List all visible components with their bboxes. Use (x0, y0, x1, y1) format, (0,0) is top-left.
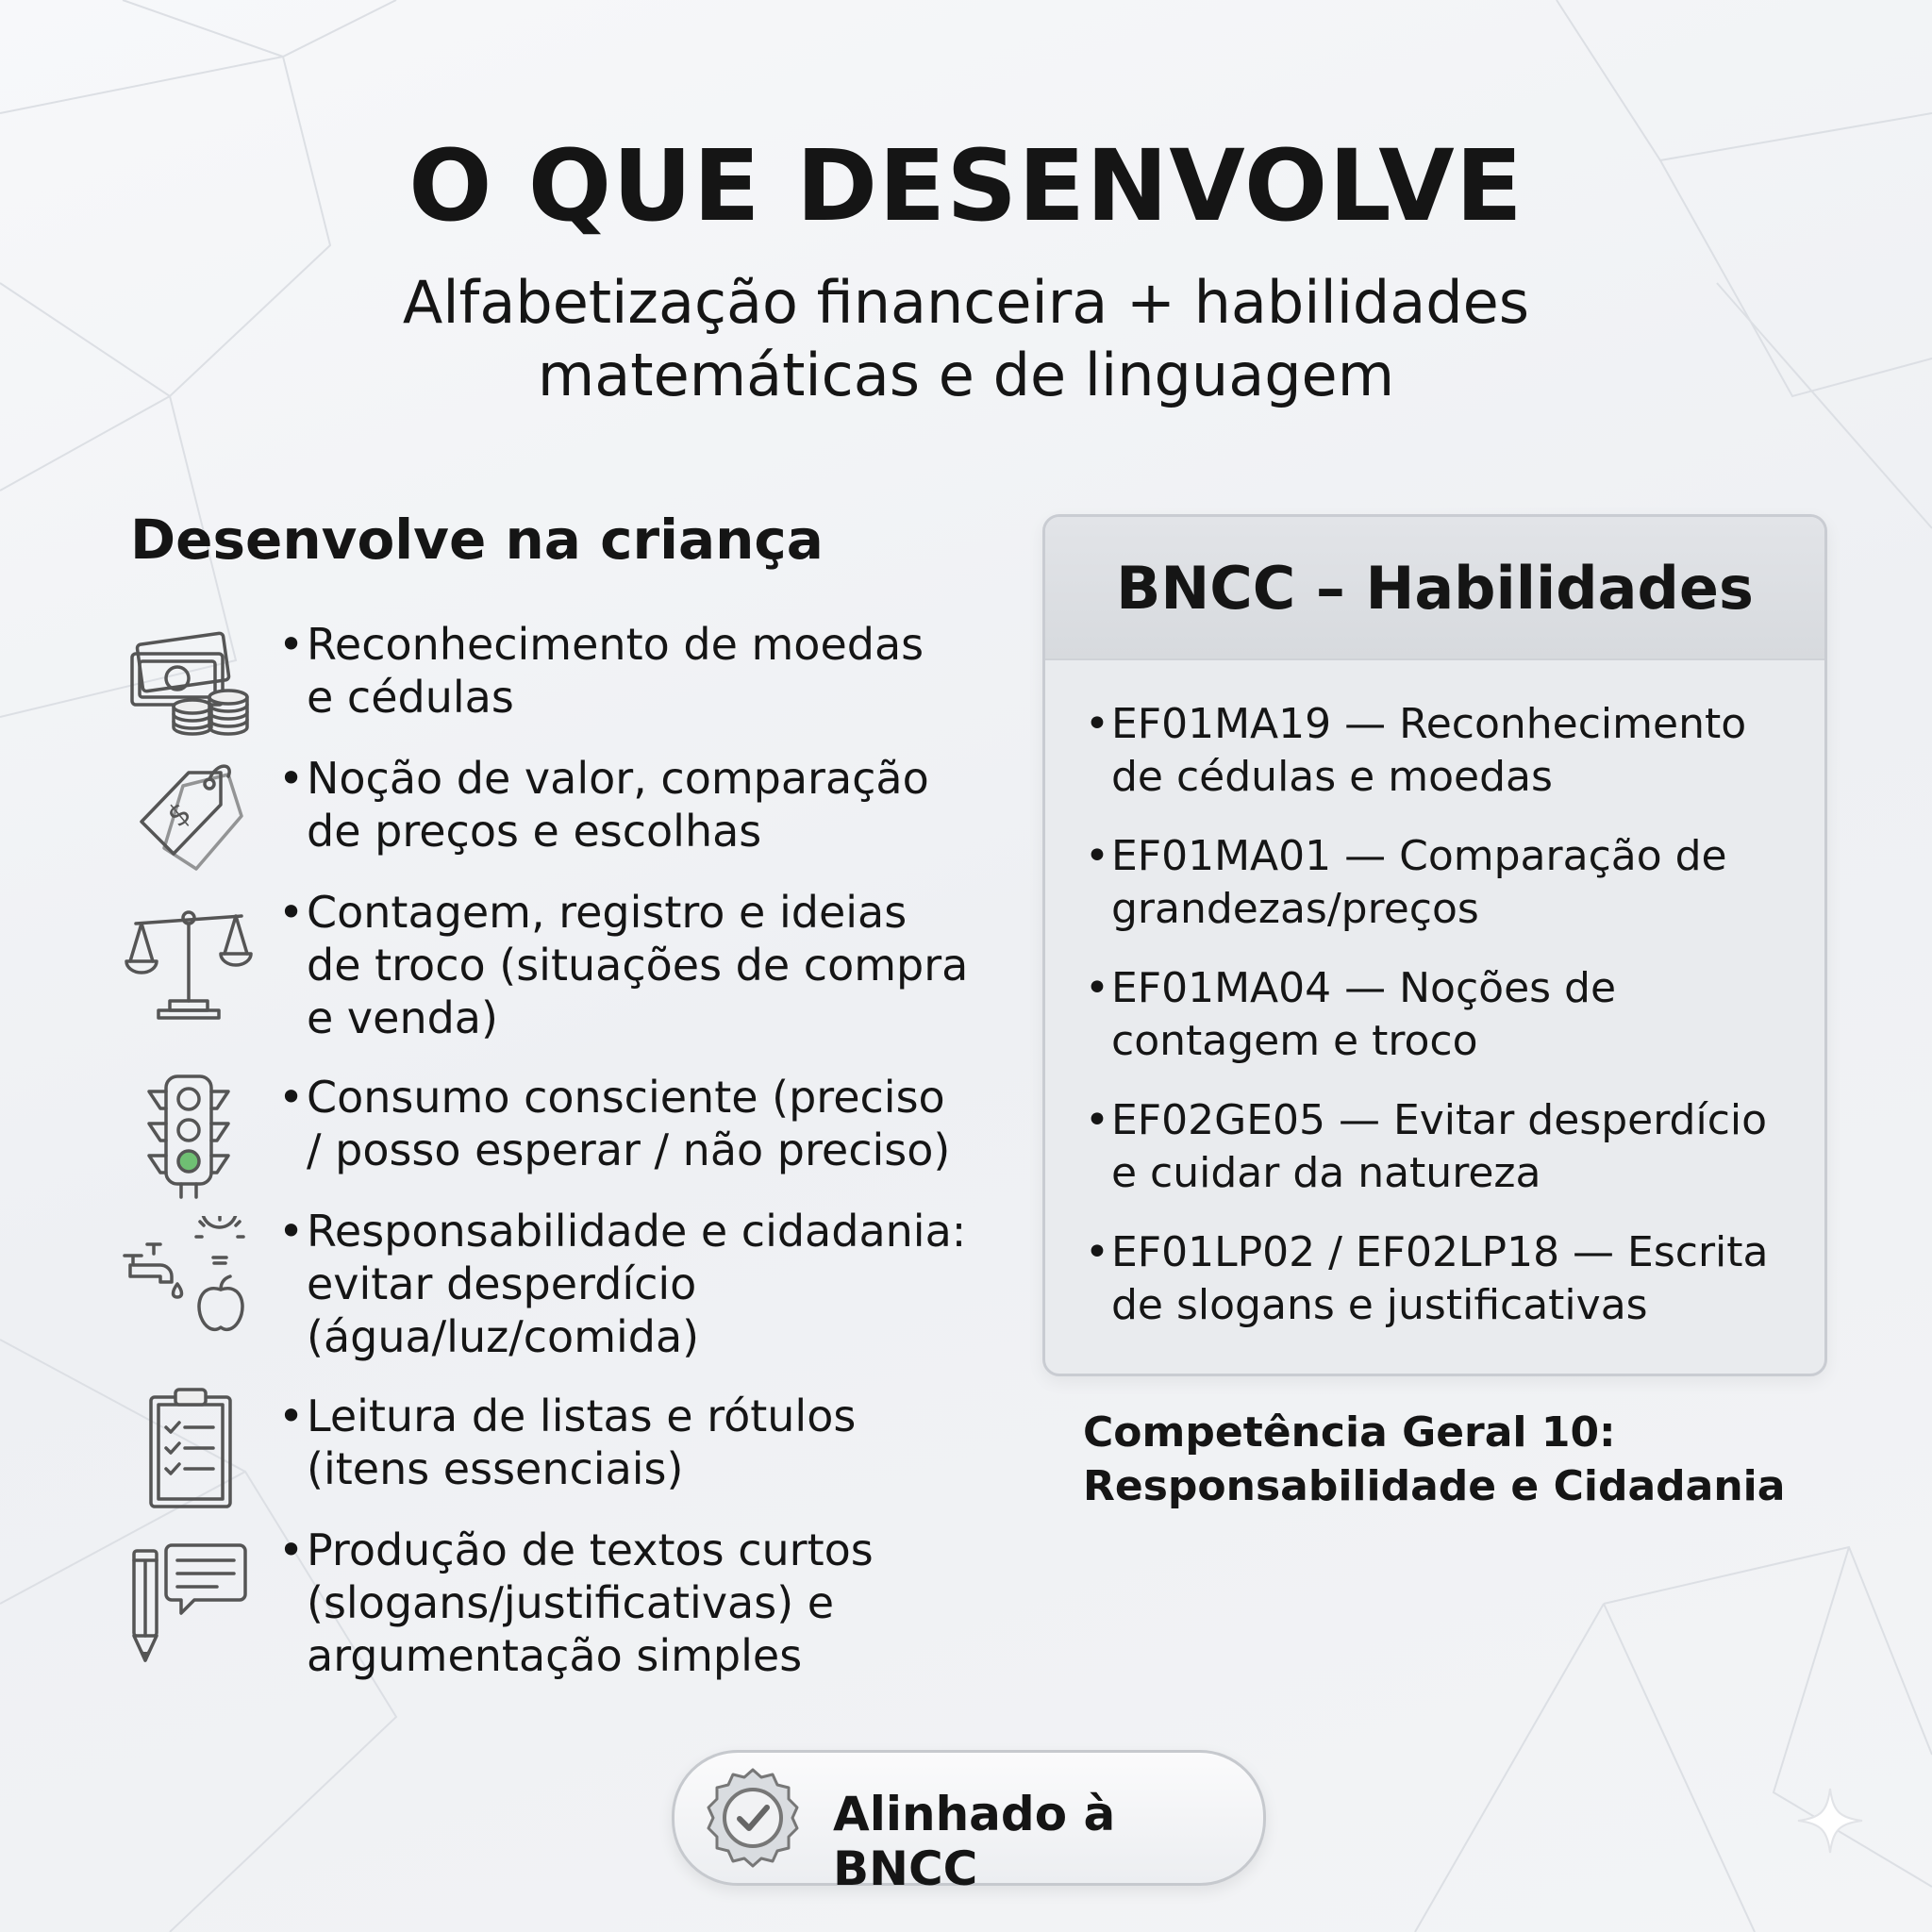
checklist-icon (123, 1382, 255, 1514)
page-subtitle (0, 266, 1932, 411)
page-title: O QUE DESENVOLVE (408, 128, 1524, 243)
text-line: e cédulas (307, 672, 514, 723)
text-line: Responsabilidade e Cidadania (1083, 1462, 1786, 1510)
text-line: EF01MA01 — Comparação de (1111, 832, 1727, 880)
text-line: (slogans/justificativas) e (307, 1577, 835, 1628)
bncc-panel (1042, 514, 1827, 1376)
text-line: contagem e troco (1111, 1017, 1478, 1065)
list-item-text (278, 1524, 1024, 1682)
text-line: de troco (situações de compra (307, 940, 969, 991)
text-line: (água/luz/comida) (307, 1311, 700, 1362)
list-item (1085, 698, 1809, 804)
list-item (1085, 1094, 1809, 1200)
traffic-light-icon (123, 1071, 255, 1203)
subtitle-line: Alfabetização financeira + habilidades (402, 268, 1530, 337)
subtitle-line: matemáticas e de linguagem (537, 341, 1395, 409)
list-item-text (278, 752, 1024, 858)
balance-scale-icon (123, 895, 255, 1027)
text-line: (itens essenciais) (307, 1443, 684, 1494)
bncc-aligned-badge (672, 1750, 1266, 1896)
bncc-panel-header (1045, 517, 1824, 660)
text-line: e venda) (307, 992, 498, 1043)
text-line: Consumo consciente (preciso (307, 1072, 945, 1123)
pencil-speech-icon (123, 1538, 255, 1670)
text-line: grandezas/preços (1111, 885, 1479, 933)
text-line: de slogans e justificativas (1111, 1281, 1648, 1329)
badge-label: Alinhado à BNCC (833, 1787, 1116, 1896)
check-seal-icon (699, 1764, 807, 1872)
text-line: / posso esperar / não preciso) (307, 1124, 951, 1175)
list-item-text (278, 1071, 1024, 1176)
list-item (1085, 962, 1809, 1068)
money-icon (123, 618, 255, 750)
competencia-geral (1083, 1406, 1838, 1513)
list-item (1085, 1226, 1809, 1332)
text-line: argumentação simples (307, 1630, 803, 1681)
text-line: EF01LP02 / EF02LP18 — Escrita (1111, 1228, 1769, 1276)
list-item (1085, 830, 1809, 936)
text-line: EF01MA04 — Noções de (1111, 964, 1617, 1012)
text-line: e cuidar da natureza (1111, 1149, 1541, 1197)
bncc-title: BNCC – Habilidades (1116, 553, 1754, 623)
text-line: de preços e escolhas (307, 806, 762, 857)
list-item-text (278, 1390, 1024, 1495)
text-line: de cédulas e moedas (1111, 753, 1553, 801)
list-item-text (278, 618, 1024, 724)
text-line: evitar desperdício (307, 1258, 697, 1309)
list-item-text (278, 1205, 1024, 1363)
list-item-text (278, 886, 1024, 1044)
child-section-heading: Desenvolve na criança (130, 508, 824, 572)
text-line: Competência Geral 10: (1083, 1408, 1616, 1457)
sparkle-icon (1792, 1783, 1868, 1858)
text-line: EF02GE05 — Evitar desperdício (1111, 1096, 1768, 1144)
text-line: EF01MA19 — Reconhecimento (1111, 700, 1747, 748)
text-line: Reconhecimento de moedas (307, 619, 924, 670)
water-light-food-icon (123, 1216, 255, 1348)
text-line: Responsabilidade e cidadania: (307, 1206, 967, 1257)
svg-text:$: $ (159, 794, 198, 835)
text-line: Produção de textos curtos (307, 1524, 874, 1575)
text-line: Noção de valor, comparação (307, 753, 929, 804)
text-line: Leitura de listas e rótulos (307, 1391, 857, 1441)
price-tag-icon (123, 752, 255, 884)
text-line: Contagem, registro e ideias (307, 887, 908, 938)
